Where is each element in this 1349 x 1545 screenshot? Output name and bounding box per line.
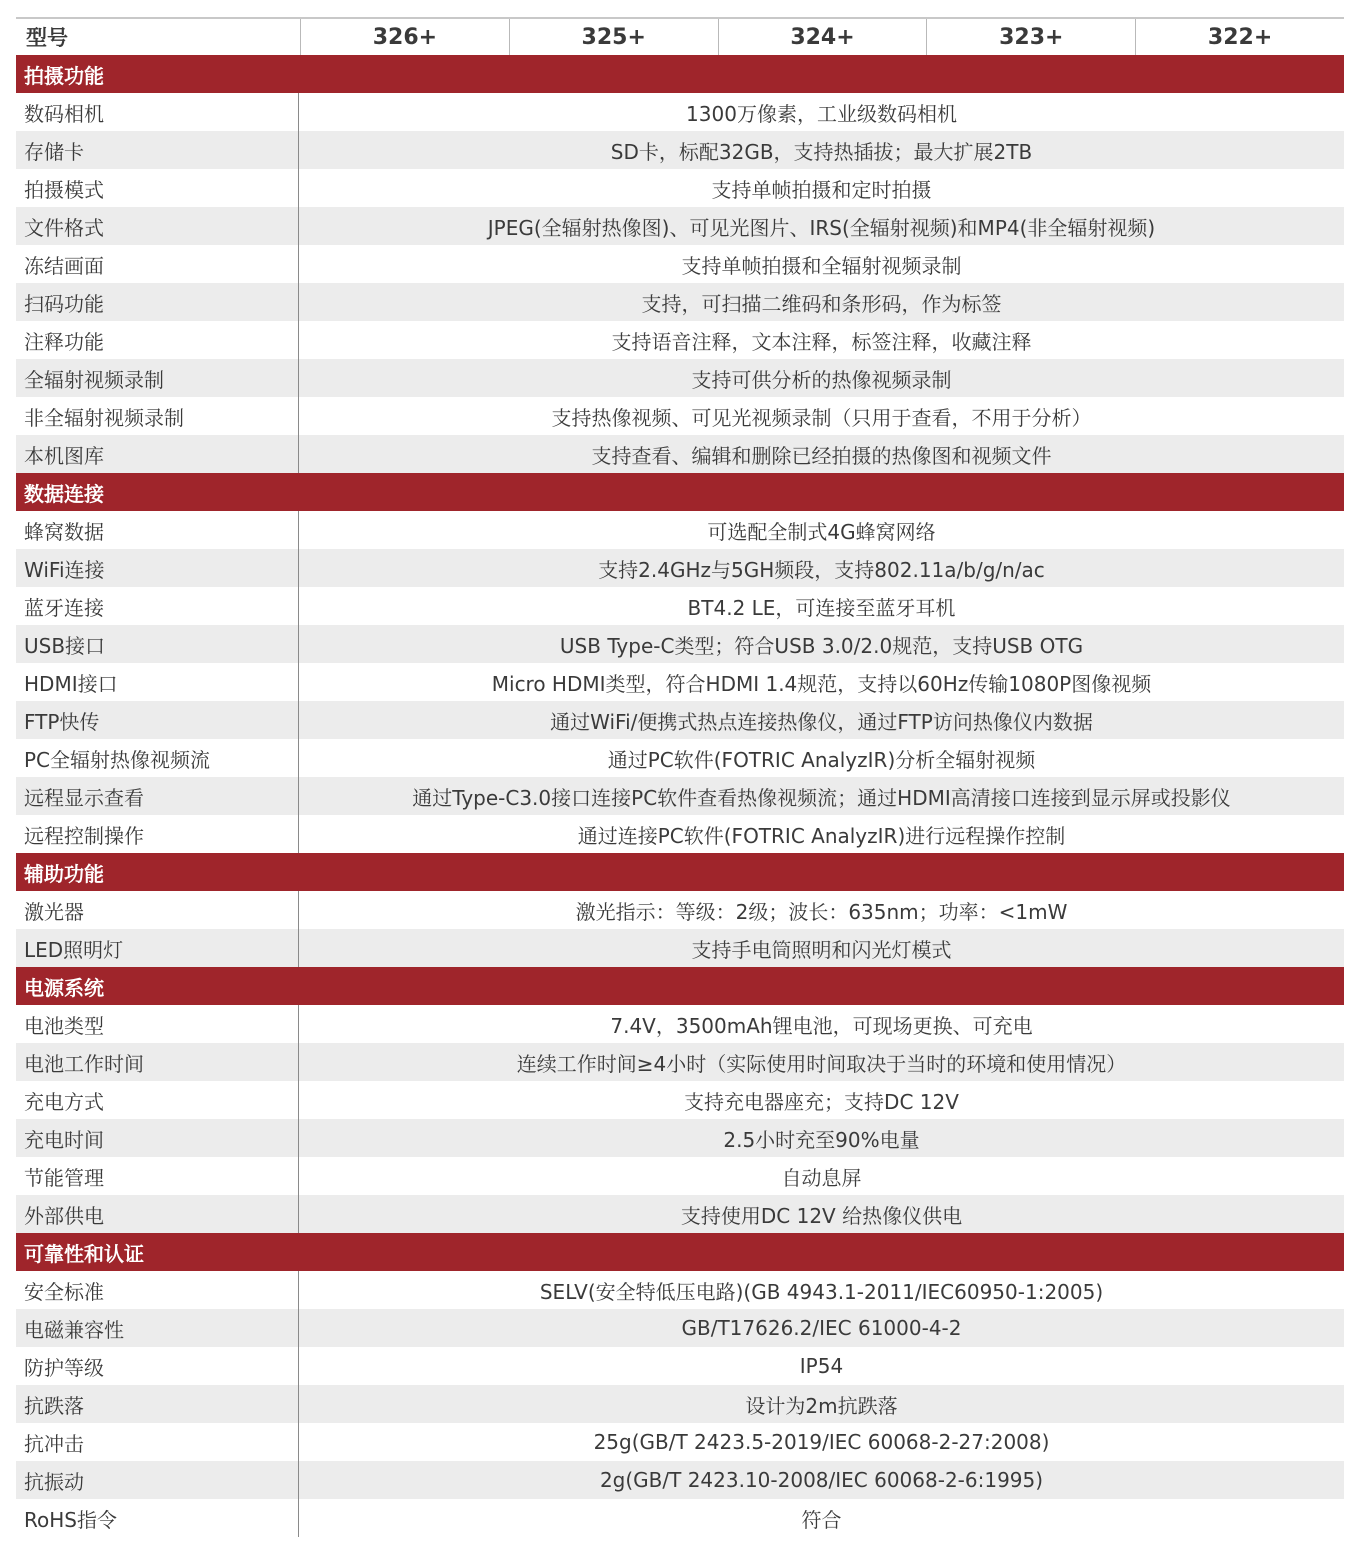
spec-key: LED照明灯 [16,929,299,967]
spec-row [16,169,1344,207]
spec-value: 支持手电筒照明和闪光灯模式 [691,937,952,962]
spec-key: 蓝牙连接 [16,587,299,625]
spec-value: USB Type-C类型；符合USB 3.0/2.0规范，支持USB OTG [559,633,1084,658]
spec-value: 支持可供分析的热像视频录制 [691,367,952,392]
spec-row [16,891,1344,929]
model-322-plus: 322+ [1207,24,1273,50]
spec-row [16,93,1344,131]
spec-key: FTP快传 [16,701,299,739]
spec-row [16,929,1344,967]
spec-key: 远程显示查看 [16,777,299,815]
section-header: 数据连接 [16,473,1344,511]
model-326-plus: 326+ [301,19,510,55]
spec-row [16,359,1344,397]
spec-key: 本机图库 [16,435,299,473]
spec-row [16,1043,1344,1081]
spec-row [16,549,1344,587]
spec-key: PC全辐射热像视频流 [16,739,299,777]
spec-key: 远程控制操作 [16,815,299,853]
spec-key: 抗冲击 [16,1423,299,1461]
spec-value: GB/T17626.2/IEC 61000-4-2 [681,1316,962,1340]
spec-value: 通过Type-C3.0接口连接PC软件查看热像视频流；通过HDMI高清接口连接到显示屏或投影仪 [412,785,1231,810]
spec-value: 符合 [801,1507,842,1532]
spec-key: 扫码功能 [16,283,299,321]
spec-value: 通过PC软件(FOTRIC AnalyzIR)分析全辐射视频 [607,747,1036,772]
section-header: 拍摄功能 [16,55,1344,93]
spec-value: 2.5小时充至90%电量 [723,1127,920,1152]
spec-key: 防护等级 [16,1347,299,1385]
spec-row [16,245,1344,283]
spec-row [16,1499,1344,1537]
spec-key: WiFi连接 [16,549,299,587]
spec-key: 外部供电 [16,1195,299,1233]
spec-row [16,283,1344,321]
spec-row [16,1005,1344,1043]
spec-row [16,587,1344,625]
spec-key: 电池类型 [16,1005,299,1043]
spec-key: RoHS指令 [16,1499,299,1537]
spec-value: 7.4V，3500mAh锂电池，可现场更换、可充电 [610,1013,1033,1038]
model-325-plus: 325+ [510,19,719,55]
spec-row [16,1385,1344,1423]
spec-key: 电池工作时间 [16,1043,299,1081]
spec-row [16,1081,1344,1119]
spec-key: 文件格式 [16,207,299,245]
spec-value: 1300万像素，工业级数码相机 [686,101,957,126]
spec-row [16,397,1344,435]
spec-value: IP54 [799,1354,844,1378]
section-header: 可靠性和认证 [16,1233,1344,1271]
spec-key: 充电方式 [16,1081,299,1119]
spec-value: 通过连接PC软件(FOTRIC AnalyzIR)进行远程操作控制 [577,823,1066,848]
spec-row [16,1423,1344,1461]
spec-key: 注释功能 [16,321,299,359]
spec-key: 电磁兼容性 [16,1309,299,1347]
spec-value: 支持热像视频、可见光视频录制（只用于查看，不用于分析） [551,405,1092,430]
spec-value: 支持单帧拍摄和全辐射视频录制 [681,253,962,278]
spec-row [16,435,1344,473]
spec-key: 全辐射视频录制 [16,359,299,397]
spec-value: 连续工作时间≥4小时（实际使用时间取决于当时的环境和使用情况） [516,1051,1127,1076]
spec-row [16,1309,1344,1347]
spec-key: 充电时间 [16,1119,299,1157]
spec-value: BT4.2 LE，可连接至蓝牙耳机 [687,595,956,620]
spec-row [16,625,1344,663]
spec-row [16,511,1344,549]
spec-value: 设计为2m抗跌落 [745,1393,898,1418]
spec-value: 2g(GB/T 2423.10-2008/IEC 60068-2-6:1995) [599,1468,1044,1492]
spec-key: HDMI接口 [16,663,299,701]
spec-value: 支持使用DC 12V 给热像仪供电 [680,1203,963,1228]
spec-key: 安全标准 [16,1271,299,1309]
spec-value: Micro HDMI类型，符合HDMI 1.4规范，支持以60Hz传输1080P图像视频 [491,671,1152,696]
spec-row [16,131,1344,169]
spec-row [16,1119,1344,1157]
spec-key: 拍摄模式 [16,169,299,207]
spec-key: 节能管理 [16,1157,299,1195]
spec-row [16,739,1344,777]
model-324-plus: 324+ [719,19,928,55]
spec-value: SD卡，标配32GB，支持热插拔；最大扩展2TB [610,139,1033,164]
spec-value: 支持单帧拍摄和定时拍摄 [711,177,932,202]
spec-value: SELV(安全特低压电路)(GB 4943.1-2011/IEC60950-1:2005) [539,1279,1104,1304]
spec-key: USB接口 [16,625,299,663]
model-label: 型号 [16,19,301,55]
section-header: 辅助功能 [16,853,1344,891]
spec-value: 支持语音注释，文本注释，标签注释，收藏注释 [611,329,1032,354]
spec-key: 存储卡 [16,131,299,169]
spec-row [16,701,1344,739]
spec-row [16,777,1344,815]
spec-value: 支持充电器座充；支持DC 12V [684,1089,959,1114]
spec-table [16,17,1344,1537]
spec-row [16,815,1344,853]
spec-value: 支持2.4GHz与5GH频段，支持802.11a/b/g/n/ac [598,557,1045,582]
spec-row [16,1195,1344,1233]
spec-key: 抗振动 [16,1461,299,1499]
spec-value: 支持，可扫描二维码和条形码，作为标签 [641,291,1002,316]
model-header-row [16,17,1344,55]
spec-row [16,1157,1344,1195]
spec-key: 激光器 [16,891,299,929]
spec-row [16,1347,1344,1385]
spec-row [16,663,1344,701]
spec-value: 通过WiFi/便携式热点连接热像仪，通过FTP访问热像仪内数据 [550,709,1093,734]
spec-value: 25g(GB/T 2423.5-2019/IEC 60068-2-27:2008) [593,1430,1050,1454]
spec-value: 可选配全制式4G蜂窝网络 [707,519,936,544]
model-323-plus: 323+ [927,19,1136,55]
spec-row [16,1271,1344,1309]
spec-row [16,1461,1344,1499]
spec-row [16,207,1344,245]
spec-key: 抗跌落 [16,1385,299,1423]
spec-key: 数码相机 [16,93,299,131]
spec-value: JPEG(全辐射热像图)、可见光图片、IRS(全辐射视频)和MP4(非全辐射视频) [487,215,1156,240]
section-header: 电源系统 [16,967,1344,1005]
spec-row [16,321,1344,359]
spec-value: 激光指示：等级：2级；波长：635nm；功率：<1mW [575,899,1068,924]
spec-key: 冻结画面 [16,245,299,283]
spec-sections [16,55,1344,1537]
spec-key: 蜂窝数据 [16,511,299,549]
spec-value: 自动息屏 [781,1165,862,1190]
spec-key: 非全辐射视频录制 [16,397,299,435]
spec-value: 支持查看、编辑和删除已经拍摄的热像图和视频文件 [591,443,1052,468]
